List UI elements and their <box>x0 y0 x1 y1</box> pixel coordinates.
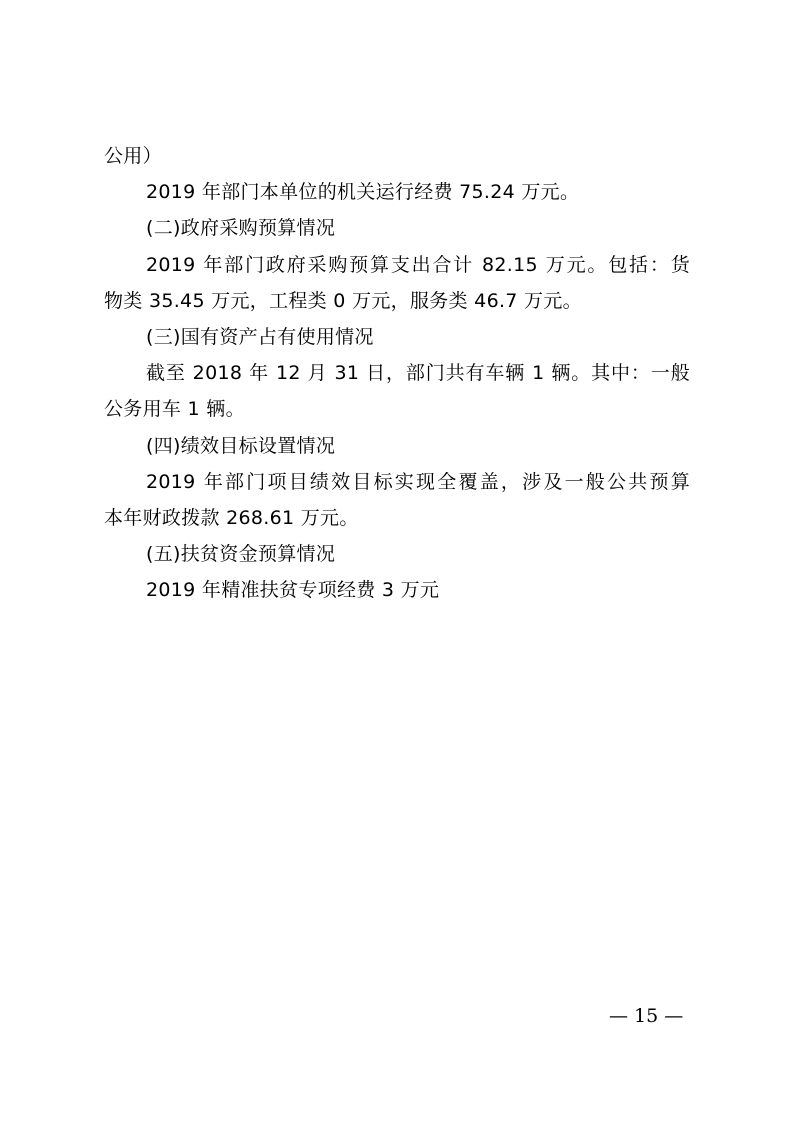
paragraph-line-procurement-total: 2019 年部门政府采购预算支出合计 82.15 万元。包括：货 <box>146 253 690 276</box>
page-number: — 15 — <box>609 1005 684 1027</box>
paragraph-line-official-vehicle: 公务用车 1 辆。 <box>104 398 245 421</box>
section-heading-state-assets: (三)国有资产占有使用情况 <box>146 325 374 348</box>
document-body <box>104 138 694 608</box>
paragraph-line-fiscal-appropriation: 本年财政拨款 268.61 万元。 <box>104 506 359 529</box>
paragraph-line-vehicles: 截至 2018 年 12 月 31 日，部门共有车辆 1 辆。其中：一般 <box>146 362 690 385</box>
paragraph-line-procurement-breakdown: 物类 35.45 万元，工程类 0 万元，服务类 46.7 万元。 <box>104 289 582 312</box>
section-heading-performance-targets: (四)绩效目标设置情况 <box>146 434 336 457</box>
section-heading-poverty-funds: (五)扶贫资金预算情况 <box>146 543 336 566</box>
section-heading-government-procurement: (二)政府采购预算情况 <box>146 217 336 240</box>
paragraph-line-poverty-funds: 2019 年精准扶贫专项经费 3 万元 <box>146 579 440 602</box>
paragraph-line-performance-coverage: 2019 年部门项目绩效目标实现全覆盖，涉及一般公共预算 <box>146 470 690 493</box>
paragraph-line-operating-expenses: 2019 年部门本单位的机关运行经费 75.24 万元。 <box>146 181 580 204</box>
paragraph-line-gongyong: 公用） <box>104 145 162 167</box>
